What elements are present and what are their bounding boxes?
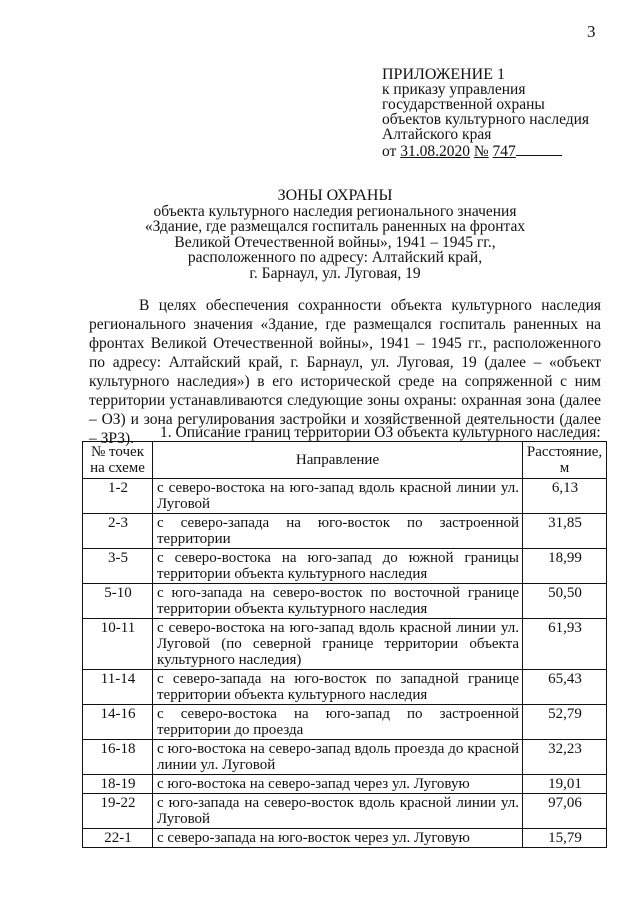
appendix-heading: ПРИЛОЖЕНИЕ 1 [382,66,506,83]
row-distance: 18,99 [523,549,607,584]
row-points: 2-3 [83,514,153,549]
row-distance: 19,01 [523,775,607,794]
row-direction: с юго-запада на северо-восток вдоль красной линии ул. Луговой [153,794,523,829]
row-points: 19-22 [83,794,153,829]
appendix-line-2: государственной охраны [382,96,545,113]
row-points: 18-19 [83,775,153,794]
row-points: 10-11 [83,619,153,670]
order-underline [516,142,562,156]
appendix-line-3: объектов культурного наследия [382,111,590,128]
table-row [83,670,607,705]
table-row [83,705,607,740]
title-line-4: Великой Отечественной войны», 1941 – 1945 гг., [174,233,496,251]
header-direction: Направление [153,442,523,479]
row-direction: с северо-востока на юго-запад до южной границы территории объекта культурного наследия [153,549,523,584]
row-direction: с северо-востока на юго-запад вдоль красной линии ул. Луговой [153,479,523,514]
table-header-row [83,442,607,479]
title-line-2: объекта культурного наследия регионального значения [153,202,517,220]
row-direction: с северо-востока на юго-запад по застроенной территории до проезда [153,705,523,740]
appendix-line-1: к приказу управления [382,81,526,98]
title-line-5: расположенного по адресу: Алтайский край, [187,249,483,267]
row-direction: с северо-запада на юго-восток через ул. Луговую [153,829,523,848]
table-row [83,479,607,514]
row-points: 3-5 [83,549,153,584]
row-direction: с юго-востока на северо-запад через ул. Луговую [153,775,523,794]
row-distance: 61,93 [523,619,607,670]
row-points: 14-16 [83,705,153,740]
row-distance: 6,13 [523,479,607,514]
title-line-6: г. Барнаул, ул. Луговая, 19 [249,264,421,282]
row-direction: с юго-запада на северо-восток по восточной границе территории объекта культурного наследия [153,584,523,619]
row-distance: 15,79 [523,829,607,848]
order-number-sign: № [473,143,489,160]
header-points-line-1: № точек [90,444,145,460]
row-points: 16-18 [83,740,153,775]
row-direction: с северо-востока на юго-запад вдоль красной линии ул. Луговой (по северной границе территории объекта культурного наследия) [153,619,523,670]
row-points: 22-1 [83,829,153,848]
boundaries-table [82,441,607,848]
header-distance-line-1: Расстояние, [526,444,603,460]
table-row [83,619,607,670]
row-distance: 52,79 [523,705,607,740]
table-row [83,794,607,829]
appendix-block [382,67,589,159]
table-row [83,829,607,848]
row-points: 1-2 [83,479,153,514]
section-title: 1. Описание границ территории ОЗ объекта культурного наследия: [160,424,601,441]
row-distance: 31,85 [523,514,607,549]
table-row [83,775,607,794]
header-points [83,442,153,479]
header-points-line-2: на схеме [90,460,145,476]
intro-paragraph: В целях обеспечения сохранности объекта культурного наследия регионального значения «Здание, где размещался госпиталь раненных на фронтах Великой Отечественной войны», 1941 – 1945 гг., расположенного по адресу: Алтайский край, г. Барнаул, ул. Луговая, 19 (далее – «объект культурного наследия») в его исторической среде на сопряженной с ним территории устанавливаются следующие зоны охраны: охранная зона (далее – ОЗ) и зона регулирования застройки и хозяйственной деятельности (далее – ЗРЗ). [89,297,601,447]
row-direction: с северо-запада на юго-восток по западной границе территории объекта культурного наследия [153,670,523,705]
row-distance: 65,43 [523,670,607,705]
title-line-3: «Здание, где размещался госпиталь раненных на фронтах [144,218,526,236]
table-row [83,584,607,619]
row-direction: с северо-запада на юго-восток по застроенной территории [153,514,523,549]
title-line-1: ЗОНЫ ОХРАНЫ [277,187,393,204]
order-line [382,142,589,159]
table-row [83,514,607,549]
header-distance [523,442,607,479]
table-row [83,740,607,775]
row-distance: 32,23 [523,740,607,775]
page-number: 3 [587,22,596,41]
appendix-line-4: Алтайского края [382,126,492,143]
header-distance-line-2: м [559,460,570,476]
order-number: 747 [492,143,516,160]
row-points: 11-14 [83,670,153,705]
row-distance: 50,50 [523,584,607,619]
row-distance: 97,06 [523,794,607,829]
order-date: 31.08.2020 [400,143,470,160]
order-prefix: от [382,143,397,160]
row-points: 5-10 [83,584,153,619]
row-direction: с юго-востока на северо-запад вдоль проезда до красной линии ул. Луговой [153,740,523,775]
table-row [83,549,607,584]
document-title [110,188,560,282]
